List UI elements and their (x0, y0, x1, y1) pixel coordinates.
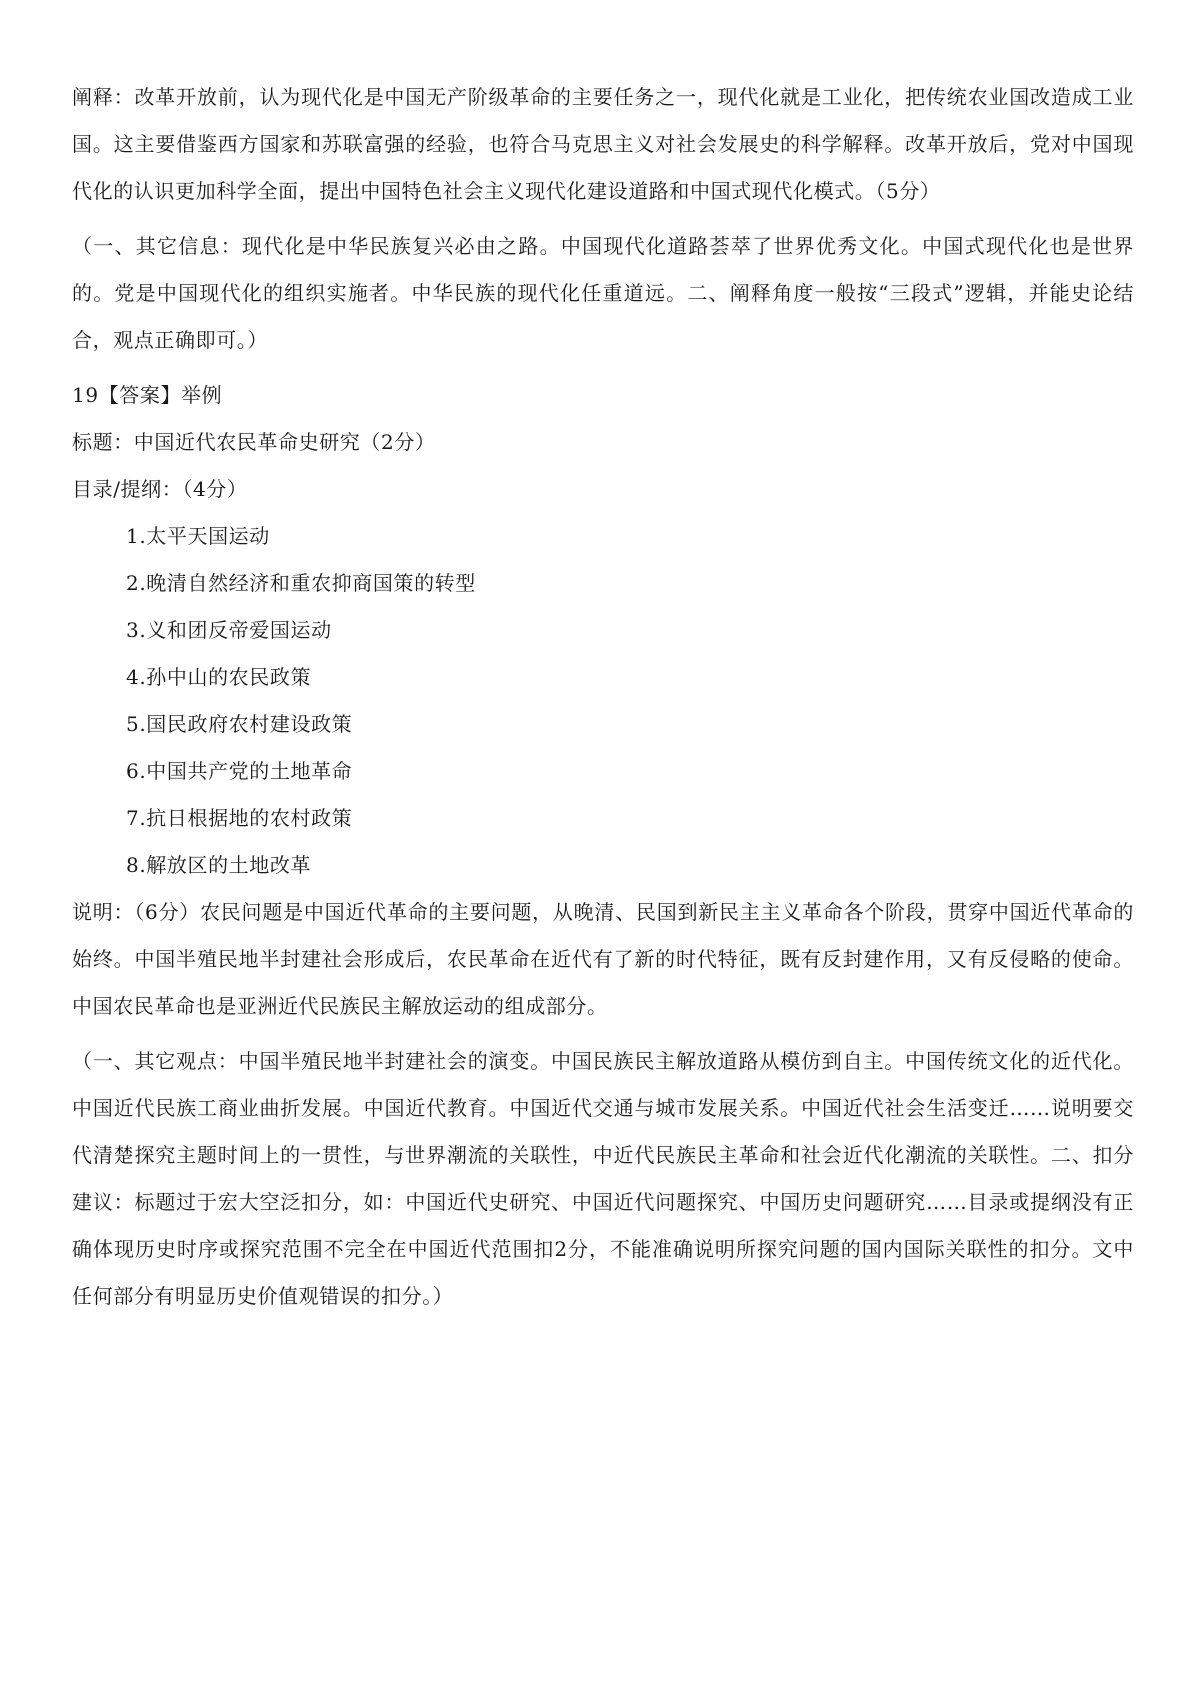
outline-item: 4.孙中山的农民政策 (126, 665, 312, 689)
outline-item: 5.国民政府农村建设政策 (126, 712, 353, 736)
description-paragraph: 说明：（6分）农民问题是中国近代革命的主要问题，从晚清、民国到新民主主义革命各个阶段，贯穿中国近代革命的始终。中国半殖民地半封建社会形成后，农民革命在近代有了新的时代特征，既有反封建作用，又有反侵略的使命。中国农民革命也是亚洲近代民族民主解放运动的组成部分。 (72, 900, 1134, 1018)
description-note-paragraph: （一、其它观点：中国半殖民地半封建社会的演变。中国民族民主解放道路从模仿到自主。中国传统文化的近代化。中国近代民族工商业曲折发展。中国近代教育。中国近代交通与城市发展关系。中国近代社会生活变迁……说明要交代清楚探究主题时间上的一贯性，与世界潮流的关联性，中近代民族民主革命和社会近代化潮流的关联性。二、扣分建议：标题过于宏大空泛扣分，如：中国近代史研究、中国近代问题探究、中国历史问题研究……目录或提纲没有正确体现历史时序或探究范围不完全在中国近代范围扣2分，不能准确说明所探究问题的国内国际关联性的扣分。文中任何部分有明显历史价值观错误的扣分。） (72, 1049, 1134, 1308)
explanation-paragraph: 阐释：改革开放前，认为现代化是中国无产阶级革命的主要任务之一，现代化就是工业化，把传统农业国改造成工业国。这主要借鉴西方国家和苏联富强的经验，也符合马克思主义对社会发展史的科学解释。改革开放后，党对中国现代化的认识更加科学全面，提出中国特色社会主义现代化建设道路和中国式现代化模式。（5分） (72, 85, 1134, 203)
document-body (72, 74, 1134, 1320)
outline-list (72, 513, 1134, 889)
outline-item: 3.义和团反帝爱国运动 (126, 618, 332, 642)
outline-heading: 目录/提纲：（4分） (72, 477, 248, 501)
answer-heading: 19【答案】举例 (72, 383, 223, 407)
explanation-note-paragraph: （一、其它信息：现代化是中华民族复兴必由之路。中国现代化道路荟萃了世界优秀文化。中国式现代化也是世界的。党是中国现代化的组织实施者。中华民族的现代化任重道远。二、阐释角度一般按“三段式”逻辑，并能史论结合，观点正确即可。） (72, 234, 1134, 352)
outline-item: 8.解放区的土地改革 (126, 853, 312, 877)
title-line: 标题：中国近代农民革命史研究（2分） (72, 430, 436, 454)
outline-item: 1.太平天国运动 (126, 524, 270, 548)
outline-item: 2.晚清自然经济和重农抑商国策的转型 (126, 571, 476, 595)
outline-item: 6.中国共产党的土地革命 (126, 759, 353, 783)
outline-item: 7.抗日根据地的农村政策 (126, 806, 353, 830)
